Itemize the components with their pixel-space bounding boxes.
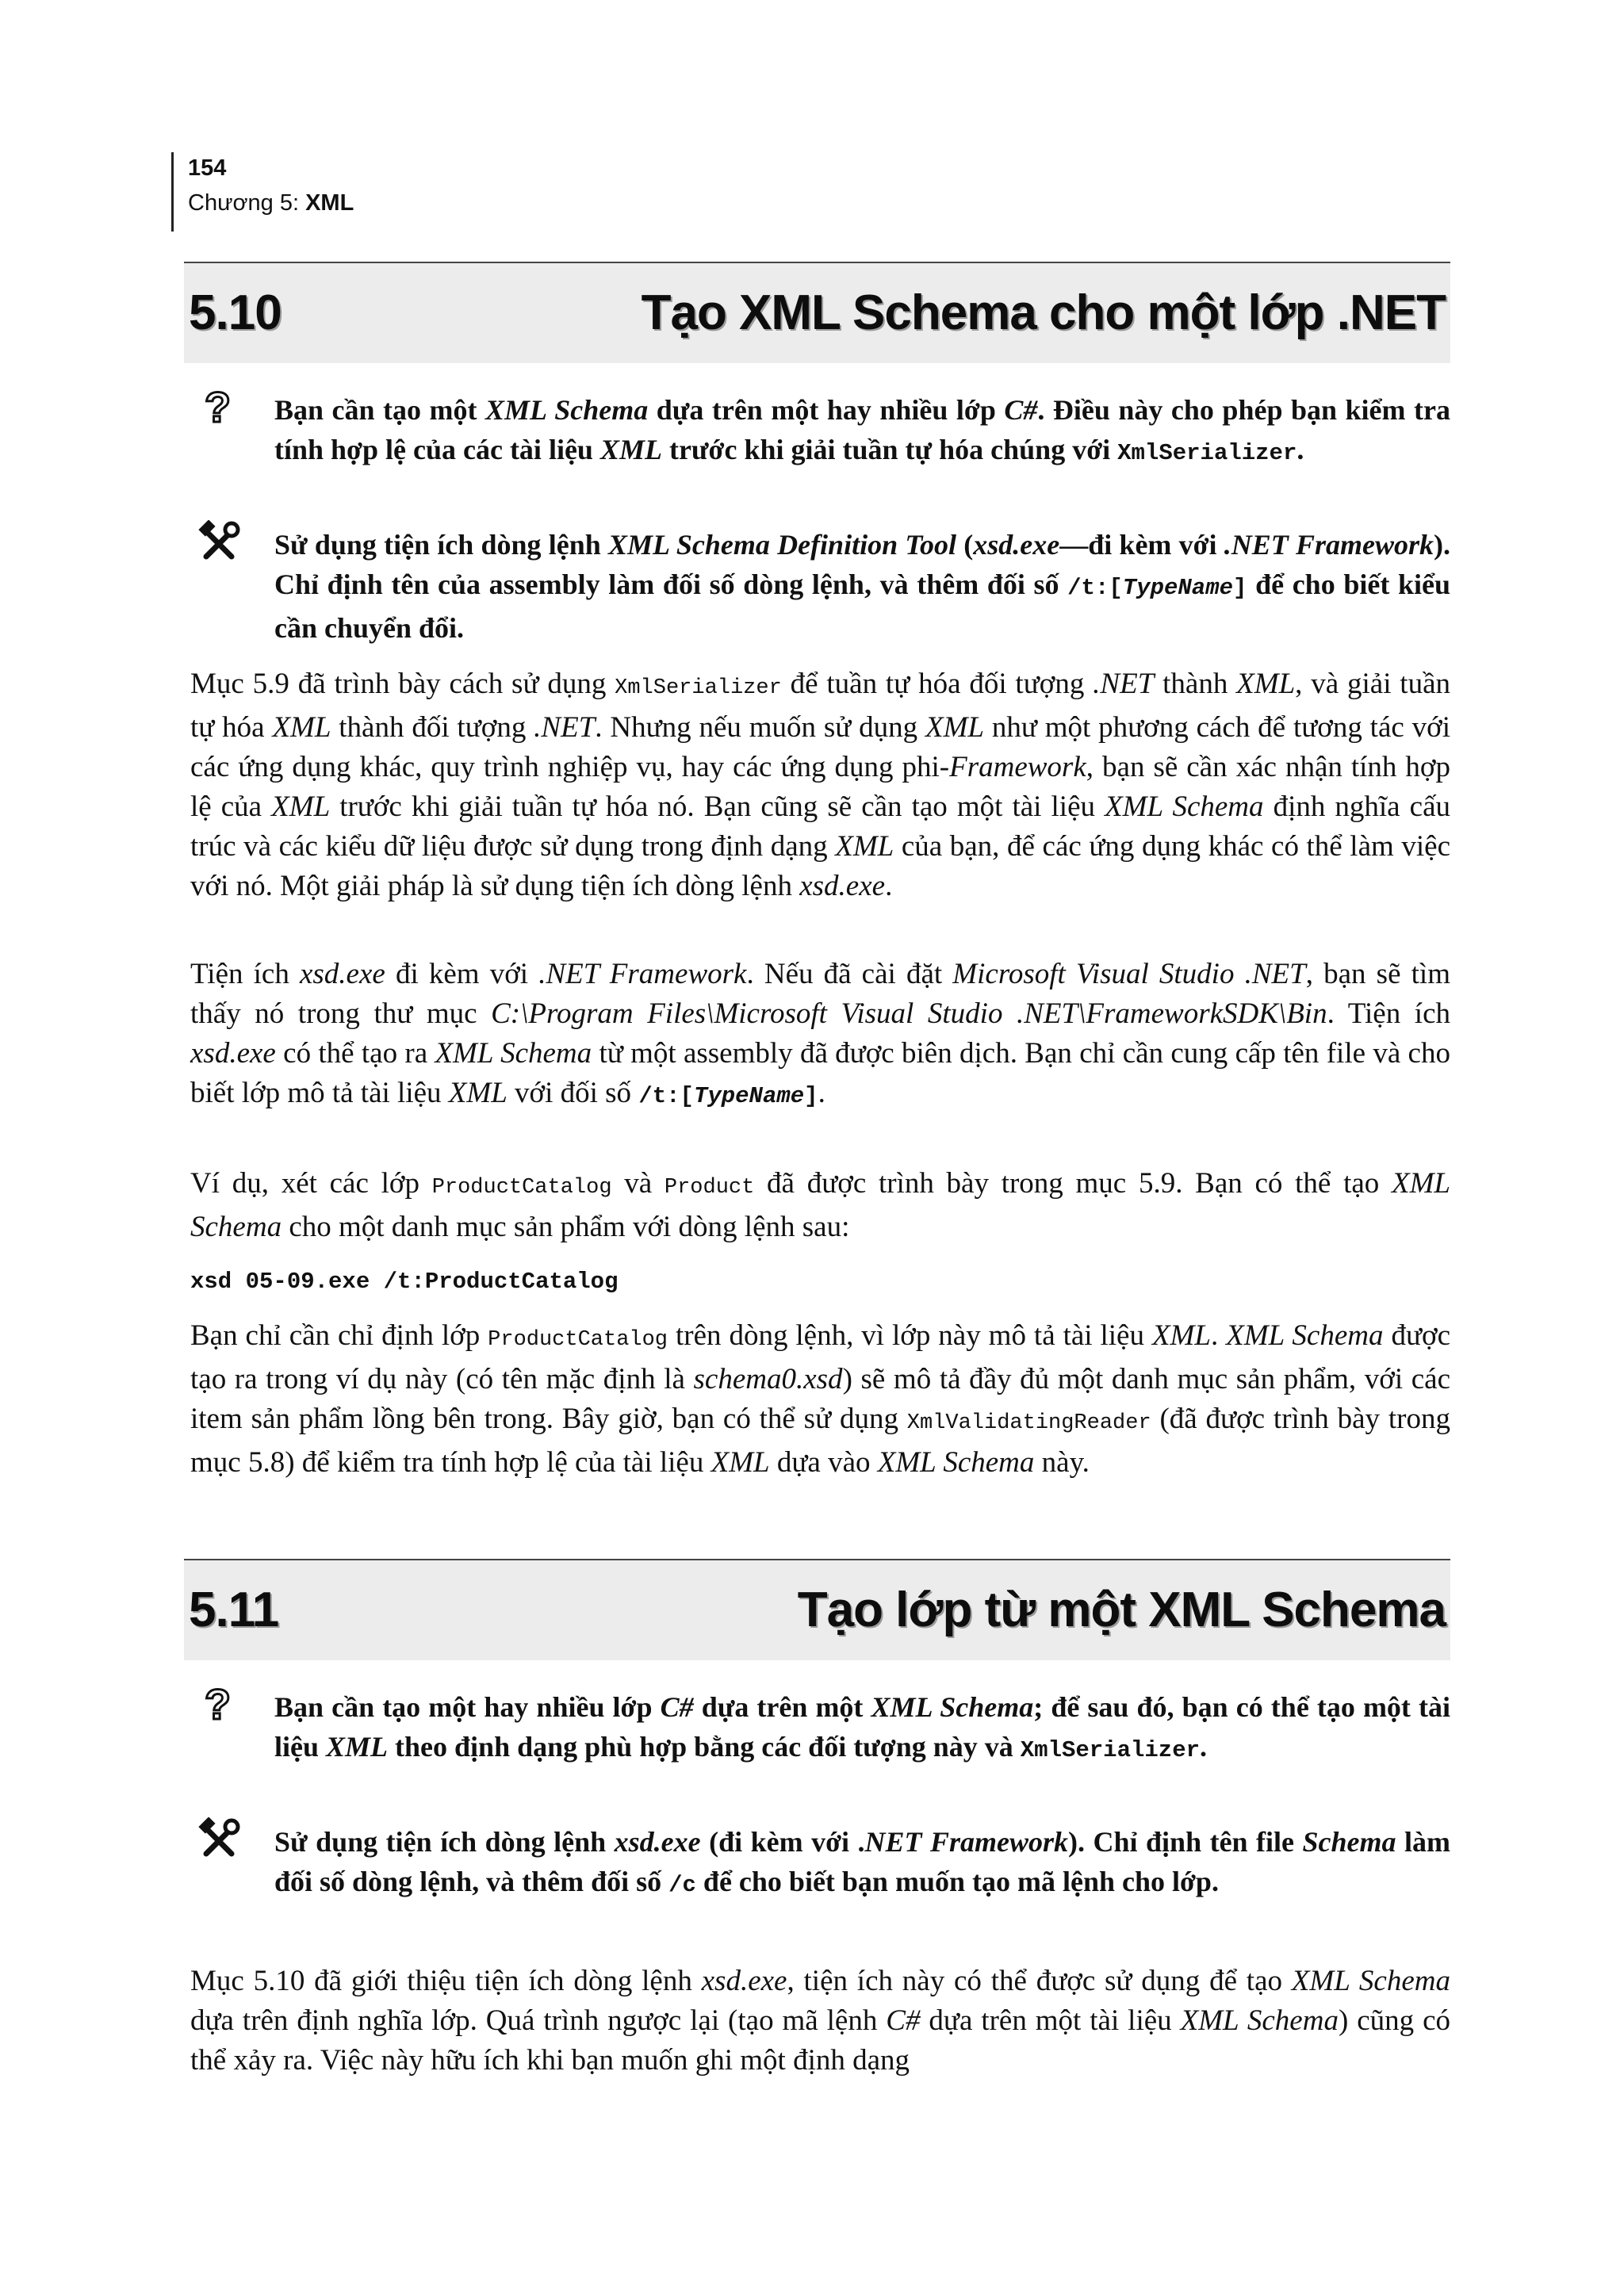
page-number: 154 <box>188 155 227 181</box>
problem-text: Bạn cần tạo một XML Schema dựa trên một hay nhiều lớp C#. Điều này cho phép bạn kiểm tra tính hợp lệ của các tài liệu XML trước khi giải tuần tự hóa chúng với XmlSerializer. <box>274 394 1450 466</box>
question-mark-icon <box>197 1682 241 1727</box>
section-number: 5.11 <box>189 1583 279 1637</box>
chapter-label: Chương 5: XML <box>188 190 354 216</box>
svg-text:?: ? <box>205 385 231 430</box>
problem-block <box>197 385 1450 473</box>
problem-text: Bạn cần tạo một hay nhiều lớp C# dựa trên một XML Schema; để sau đó, bạn có thể tạo một tài liệu XML theo định dạng phù hợp bằng các đối tượng này và XmlSerializer. <box>274 1691 1450 1763</box>
solution-text: Sử dụng tiện ích dòng lệnh XML Schema Definition Tool (xsd.exe—đi kèm với .NET Framework). Chỉ định tên của assembly làm đối số dòng lệnh, và thêm đối số /t:[TypeName] để cho biết kiểu cần chuyển đổi. <box>274 529 1450 644</box>
solution-block <box>197 525 1450 648</box>
body-paragraph: Mục 5.9 đã trình bày cách sử dụng XmlSerializer để tuần tự hóa đối tượng .NET thành XML, và giải tuần tự hóa XML thành đối tượng .NET. Nhưng nếu muốn sử dụng XML như một phương cách để tương tác với các ứng dụng khác, quy trình nghiệp vụ, hay các ứng dụng phi-Framework, bạn sẽ cần xác nhận tính hợp lệ của XML trước khi giải tuần tự hóa nó. Bạn cũng sẽ cần tạo một tài liệu XML Schema định nghĩa cấu trúc và các kiểu dữ liệu được sử dụng trong định dạng XML của bạn, để các ứng dụng khác có thể làm việc với nó. Một giải pháp là sử dụng tiện ích dòng lệnh xsd.exe. <box>190 668 1451 902</box>
body-paragraph: Ví dụ, xét các lớp ProductCatalog và Product đã được trình bày trong mục 5.9. Bạn có thể tạo XML Schema cho một danh mục sản phẩm với dòng lệnh sau: <box>190 1167 1450 1243</box>
solution-text: Sử dụng tiện ích dòng lệnh xsd.exe (đi kèm với .NET Framework). Chỉ định tên file Schema làm đối số dòng lệnh, và thêm đối số /c để cho biết bạn muốn tạo mã lệnh cho lớp. <box>274 1826 1451 1898</box>
body-paragraph: Tiện ích xsd.exe đi kèm với .NET Framework. Nếu đã cài đặt Microsoft Visual Studio .NET, bạn sẽ tìm thấy nó trong thư mục C:\Program Files\Microsoft Visual Studio .NET\FrameworkSDK\Bin. Tiện ích xsd.exe có thể tạo ra XML Schema từ một assembly đã được biên dịch. Bạn chỉ cần cung cấp tên file và cho biết lớp mô tả tài liệu XML với đối số /t:[TypeName]. <box>190 958 1450 1109</box>
section-title: Tạo XML Schema cho một lớp .NET <box>641 285 1446 340</box>
question-mark-icon <box>197 385 241 430</box>
tools-icon <box>197 520 241 565</box>
section-title: Tạo lớp từ một XML Schema <box>797 1583 1446 1637</box>
svg-text:?: ? <box>205 1682 231 1727</box>
solution-block <box>197 1822 1450 1905</box>
code-command: xsd 05-09.exe /t:ProductCatalog <box>190 1269 619 1295</box>
section-number: 5.10 <box>189 285 282 340</box>
body-paragraph: Bạn chỉ cần chỉ định lớp ProductCatalog trên dòng lệnh, vì lớp này mô tả tài liệu XML. XML Schema được tạo ra trong ví dụ này (có tên mặc định là schema0.xsd) sẽ mô tả đầy đủ một danh mục sản phẩm, với các item sản phẩm lồng bên trong. Bây giờ, bạn có thể sử dụng XmlValidatingReader (đã được trình bày trong mục 5.8) để kiểm tra tính hợp lệ của tài liệu XML dựa vào XML Schema này. <box>190 1319 1450 1479</box>
tools-icon <box>197 1817 241 1862</box>
page-header <box>171 152 354 232</box>
section-heading-5-10 <box>184 262 1450 363</box>
problem-block <box>197 1682 1450 1770</box>
section-heading-5-11 <box>184 1559 1450 1660</box>
body-paragraph: Mục 5.10 đã giới thiệu tiện ích dòng lệnh xsd.exe, tiện ích này có thể được sử dụng để tạo XML Schema dựa trên định nghĩa lớp. Quá trình ngược lại (tạo mã lệnh C# dựa trên một tài liệu XML Schema) cũng có thể xảy ra. Việc này hữu ích khi bạn muốn ghi một định dạng <box>190 1965 1450 2077</box>
